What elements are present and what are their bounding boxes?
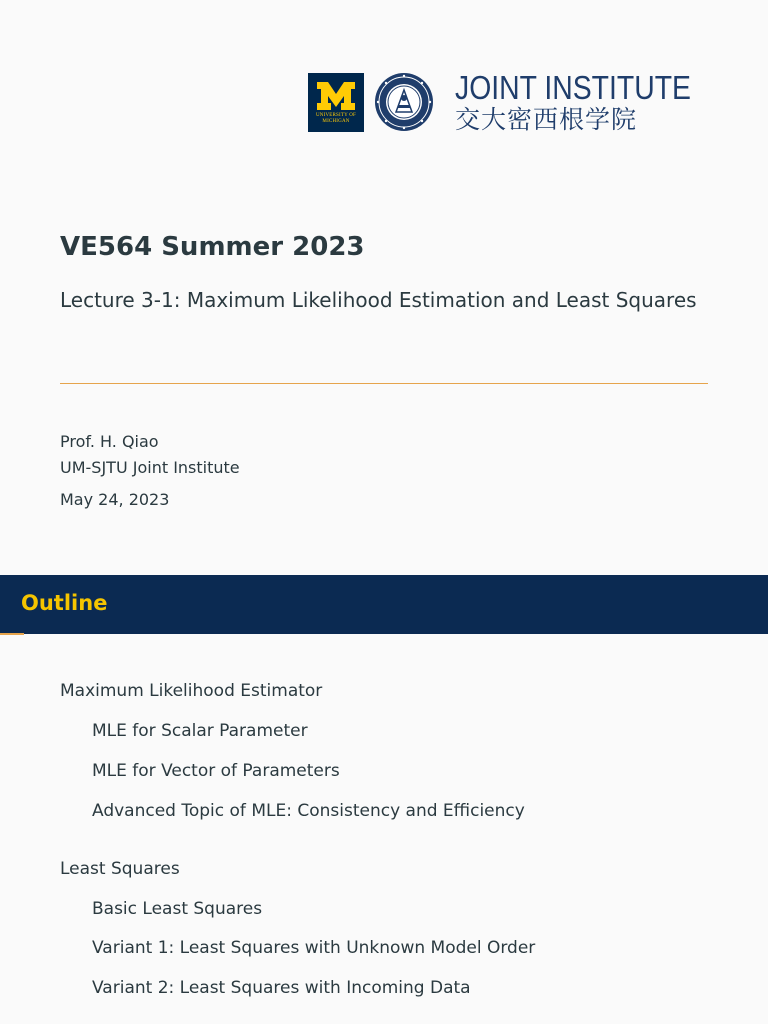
- lecture-title: Lecture 3-1: Maximum Likelihood Estimation and Least Squares: [60, 288, 697, 312]
- frame-title: Outline: [21, 591, 108, 615]
- institute-name-cn: 交大密西根学院: [455, 105, 638, 134]
- umich-logo: [308, 73, 364, 132]
- frame-header: [0, 575, 768, 634]
- toc-subsection[interactable]: Advanced Topic of MLE: Consistency and Efficiency: [92, 801, 525, 821]
- toc-section[interactable]: Least Squares: [60, 859, 180, 879]
- institute: UM-SJTU Joint Institute: [60, 458, 240, 477]
- author: Prof. H. Qiao: [60, 432, 159, 451]
- toc-subsection[interactable]: MLE for Vector of Parameters: [92, 761, 340, 781]
- umich-wordmark: UNIVERSITY OF MICHIGAN: [315, 113, 357, 124]
- title-divider: [60, 383, 708, 384]
- toc-section[interactable]: Maximum Likelihood Estimator: [60, 681, 323, 701]
- toc-subsection[interactable]: Variant 2: Least Squares with Incoming Data: [92, 978, 471, 998]
- course-title: VE564 Summer 2023: [60, 232, 365, 262]
- toc-subsection[interactable]: MLE for Scalar Parameter: [92, 721, 308, 741]
- block-m-icon: [316, 81, 356, 111]
- header-accent: [0, 633, 24, 635]
- toc-subsection[interactable]: Variant 1: Least Squares with Unknown Model Order: [92, 938, 536, 958]
- institute-logo: [308, 69, 708, 134]
- institute-name-en: JOINT INSTITUTE: [455, 69, 691, 106]
- toc-subsection[interactable]: Basic Least Squares: [92, 899, 263, 919]
- date: May 24, 2023: [60, 490, 170, 509]
- sjtu-seal-icon: [374, 72, 434, 132]
- outline-slide: [0, 575, 768, 1024]
